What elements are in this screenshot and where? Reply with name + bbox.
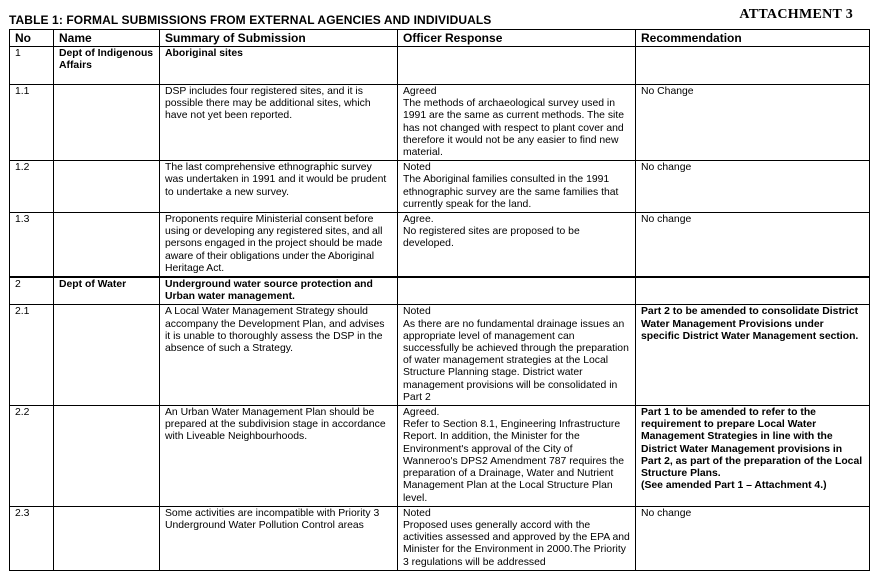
attachment-label: ATTACHMENT 3 xyxy=(739,7,853,22)
cell-response xyxy=(398,47,636,85)
cell-no: 2.3 xyxy=(10,506,54,570)
cell-no: 2.2 xyxy=(10,406,54,507)
column-header-name: Name xyxy=(54,30,160,47)
table-row xyxy=(10,305,870,406)
cell-summary: Underground water source protection and Urban water management. xyxy=(160,277,398,305)
column-header-summary: Summary of Submission xyxy=(160,30,398,47)
cell-summary: An Urban Water Management Plan should be prepared at the subdivision stage in accordance with Liveable Neighbourhoods. xyxy=(160,406,398,507)
cell-recommendation: Part 2 to be amended to consolidate District Water Management Provisions under specific District Water Management section. xyxy=(636,305,870,406)
cell-name xyxy=(54,161,160,213)
cell-summary: DSP includes four registered sites, and it is possible there may be additional sites, which have not yet been reported. xyxy=(160,85,398,161)
cell-name xyxy=(54,506,160,570)
table-row xyxy=(10,85,870,161)
cell-response: Noted Proposed uses generally accord with the activities assessed and approved by the EPA and Minister for the Environment in 2000.The Priority 3 regulations will be addressed xyxy=(398,506,636,570)
cell-recommendation xyxy=(636,277,870,305)
cell-recommendation xyxy=(636,47,870,85)
cell-no: 2.1 xyxy=(10,305,54,406)
cell-response xyxy=(398,277,636,305)
cell-name xyxy=(54,85,160,161)
column-header-no: No xyxy=(10,30,54,47)
cell-recommendation: No change xyxy=(636,506,870,570)
cell-no: 1.2 xyxy=(10,161,54,213)
table-title: TABLE 1: FORMAL SUBMISSIONS FROM EXTERNAL AGENCIES AND INDIVIDUALS xyxy=(9,13,492,27)
cell-no: 1 xyxy=(10,47,54,85)
column-header-recommendation: Recommendation xyxy=(636,30,870,47)
table-row xyxy=(10,406,870,507)
table-row xyxy=(10,213,870,278)
cell-response: Agreed. Refer to Section 8.1, Engineering Infrastructure Report. In addition, the Minister for the Environment's approval of the City of Wanneroo's DPS2 Amendment 787 requires the preparation of a Drainage, Water and Nutrient Management Plan at the Local Structure Plan level. xyxy=(398,406,636,507)
cell-no: 1.3 xyxy=(10,213,54,278)
cell-name xyxy=(54,406,160,507)
cell-response: Noted As there are no fundamental drainage issues an appropriate level of management can successfully be achieved through the preparation of water management strategies at the Local Structure Planning stage. District water management provisions will be consolidated in Part 2 xyxy=(398,305,636,406)
table-row xyxy=(10,277,870,305)
cell-response: Noted The Aboriginal families consulted in the 1991 ethnographic survey are the same families that currently speak for the land. xyxy=(398,161,636,213)
cell-recommendation: No Change xyxy=(636,85,870,161)
cell-name: Dept of Water xyxy=(54,277,160,305)
cell-response: Agree. No registered sites are proposed to be developed. xyxy=(398,213,636,278)
cell-recommendation: No change xyxy=(636,213,870,278)
cell-summary: The last comprehensive ethnographic survey was undertaken in 1991 and it would be prudent to undertake a new survey. xyxy=(160,161,398,213)
cell-summary: Some activities are incompatible with Priority 3 Underground Water Pollution Control areas xyxy=(160,506,398,570)
cell-no: 1.1 xyxy=(10,85,54,161)
cell-name: Dept of Indigenous Affairs xyxy=(54,47,160,85)
table-row xyxy=(10,506,870,570)
cell-name xyxy=(54,305,160,406)
table-row xyxy=(10,161,870,213)
submissions-table xyxy=(9,29,870,571)
cell-summary: Proponents require Ministerial consent before using or developing any registered sites, and all persons engaged in the project should be made aware of their obligations under the Aboriginal Heritage Act. xyxy=(160,213,398,278)
table-row xyxy=(10,47,870,85)
cell-no: 2 xyxy=(10,277,54,305)
cell-summary: A Local Water Management Strategy should accompany the Development Plan, and advises it is unable to thoroughly assess the DSP in the absence of such a Strategy. xyxy=(160,305,398,406)
cell-response: Agreed The methods of archaeological survey used in 1991 are the same as current methods. The site has not changed with respect to plant cover and therefore it would not be any easier to find new material. xyxy=(398,85,636,161)
cell-recommendation: Part 1 to be amended to refer to the requirement to prepare Local Water Management Strategies in line with the District Water Management provisions in Part 2, as part of the preparation of the Local Structure Plans. (See amended Part 1 – Attachment 4.) xyxy=(636,406,870,507)
cell-name xyxy=(54,213,160,278)
cell-summary: Aboriginal sites xyxy=(160,47,398,85)
cell-recommendation: No change xyxy=(636,161,870,213)
header-row xyxy=(10,30,870,47)
column-header-response: Officer Response xyxy=(398,30,636,47)
